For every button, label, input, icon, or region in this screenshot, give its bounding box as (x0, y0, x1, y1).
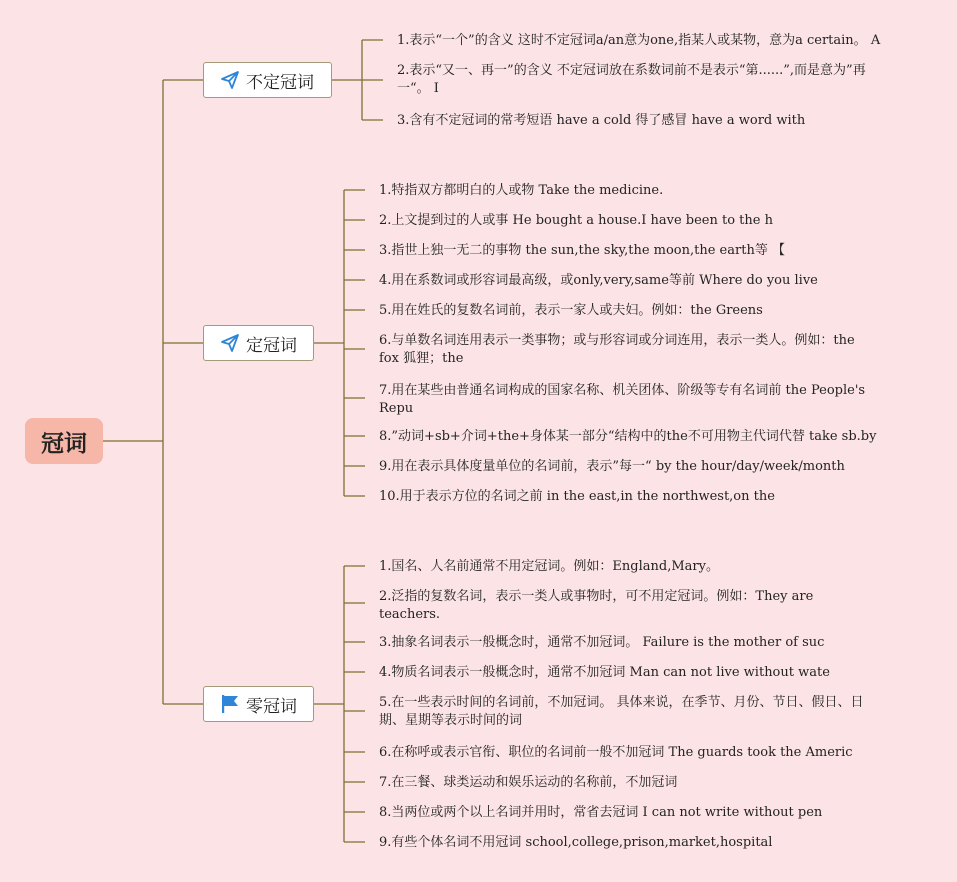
leaf-definite-8: 8.”动词+sb+介词+the+身体某一部分“结构中的the不可用物主代词代替 take sb.by (379, 429, 877, 444)
leaf-zero-1: 1.国名、人名前通常不用定冠词。例如：England,Mary。 (379, 559, 719, 574)
leaf-zero-6: 6.在称呼或表示官衔、职位的名词前一般不加冠词 The guards took the Americ (379, 745, 853, 760)
leaf-definite-5: 5.用在姓氏的复数名词前，表示一家人或夫妇。例如：the Greens (379, 303, 763, 318)
leaf-definite-7: 7.用在某些由普通名词构成的国家名称、机关团体、阶级等专有名词前 the People's Repu (379, 383, 866, 416)
branch-label: 定冠词 (246, 335, 297, 356)
leaf-definite-3: 3.指世上独一无二的事物 the sun,the sky,the moon,the earth等 【 (379, 243, 785, 258)
leaf-zero-5: 5.在一些表示时间的名词前，不加冠词。 具体来说，在季节、月份、节日、假日、日期、星期等表示时间的词 (379, 695, 864, 728)
leaf-zero-3: 3.抽象名词表示一般概念时，通常不加冠词。 Failure is the mother of suc (379, 635, 825, 650)
leaf-definite-4: 4.用在系数词或形容词最高级，或only,very,same等前 Where do you live (379, 273, 818, 288)
branch-label: 不定冠词 (246, 72, 314, 93)
flag-icon (220, 694, 240, 714)
leaf-indefinite-1: 1.表示“一个”的含义 这时不定冠词a/an意为one,指某人或某物，意为a certain。 A (397, 33, 881, 48)
leaf-zero-2: 2.泛指的复数名词，表示一类人或事物时，可不用定冠词。例如：They are teachers. (379, 589, 814, 622)
branch-definite-article[interactable] (203, 325, 314, 361)
root-label: 冠词 (41, 430, 87, 457)
leaf-definite-9: 9.用在表示具体度量单位的名词前，表示”每一“ by the hour/day/week/month (379, 459, 845, 474)
paper-plane-icon (220, 333, 240, 353)
leaf-definite-6: 6.与单数名词连用表示一类事物；或与形容词或分词连用，表示一类人。例如：the fox 狐狸；the (379, 333, 855, 366)
leaf-definite-10: 10.用于表示方位的名词之前 in the east,in the northwest,on the (379, 489, 775, 504)
leaf-zero-4: 4.物质名词表示一般概念时，通常不加冠词 Man can not live without wate (379, 665, 830, 680)
leaf-definite-1: 1.特指双方都明白的人或物 Take the medicine. (379, 183, 664, 198)
branch-zero-article[interactable] (203, 686, 314, 722)
leaf-zero-8: 8.当两位或两个以上名词并用时，常省去冠词 I can not write without pen (379, 805, 823, 820)
leaf-definite-2: 2.上文提到过的人或事 He bought a house.I have been to the h (379, 213, 773, 228)
leaf-zero-9: 9.有些个体名词不用冠词 school,college,prison,market,hospital (379, 835, 773, 850)
paper-plane-icon (220, 70, 240, 90)
root-node[interactable] (25, 418, 103, 464)
leaf-indefinite-3: 3.含有不定冠词的常考短语 have a cold 得了感冒 have a word with (397, 113, 806, 128)
branch-indefinite-article[interactable] (203, 62, 332, 98)
leaf-zero-7: 7.在三餐、球类运动和娱乐运动的名称前，不加冠词 (379, 775, 678, 790)
leaf-indefinite-2: 2.表示“又一、再一”的含义 不定冠词放在系数词前不是表示“第......”,而是意为”再一“。 I (397, 63, 866, 96)
branch-label: 零冠词 (246, 696, 297, 717)
